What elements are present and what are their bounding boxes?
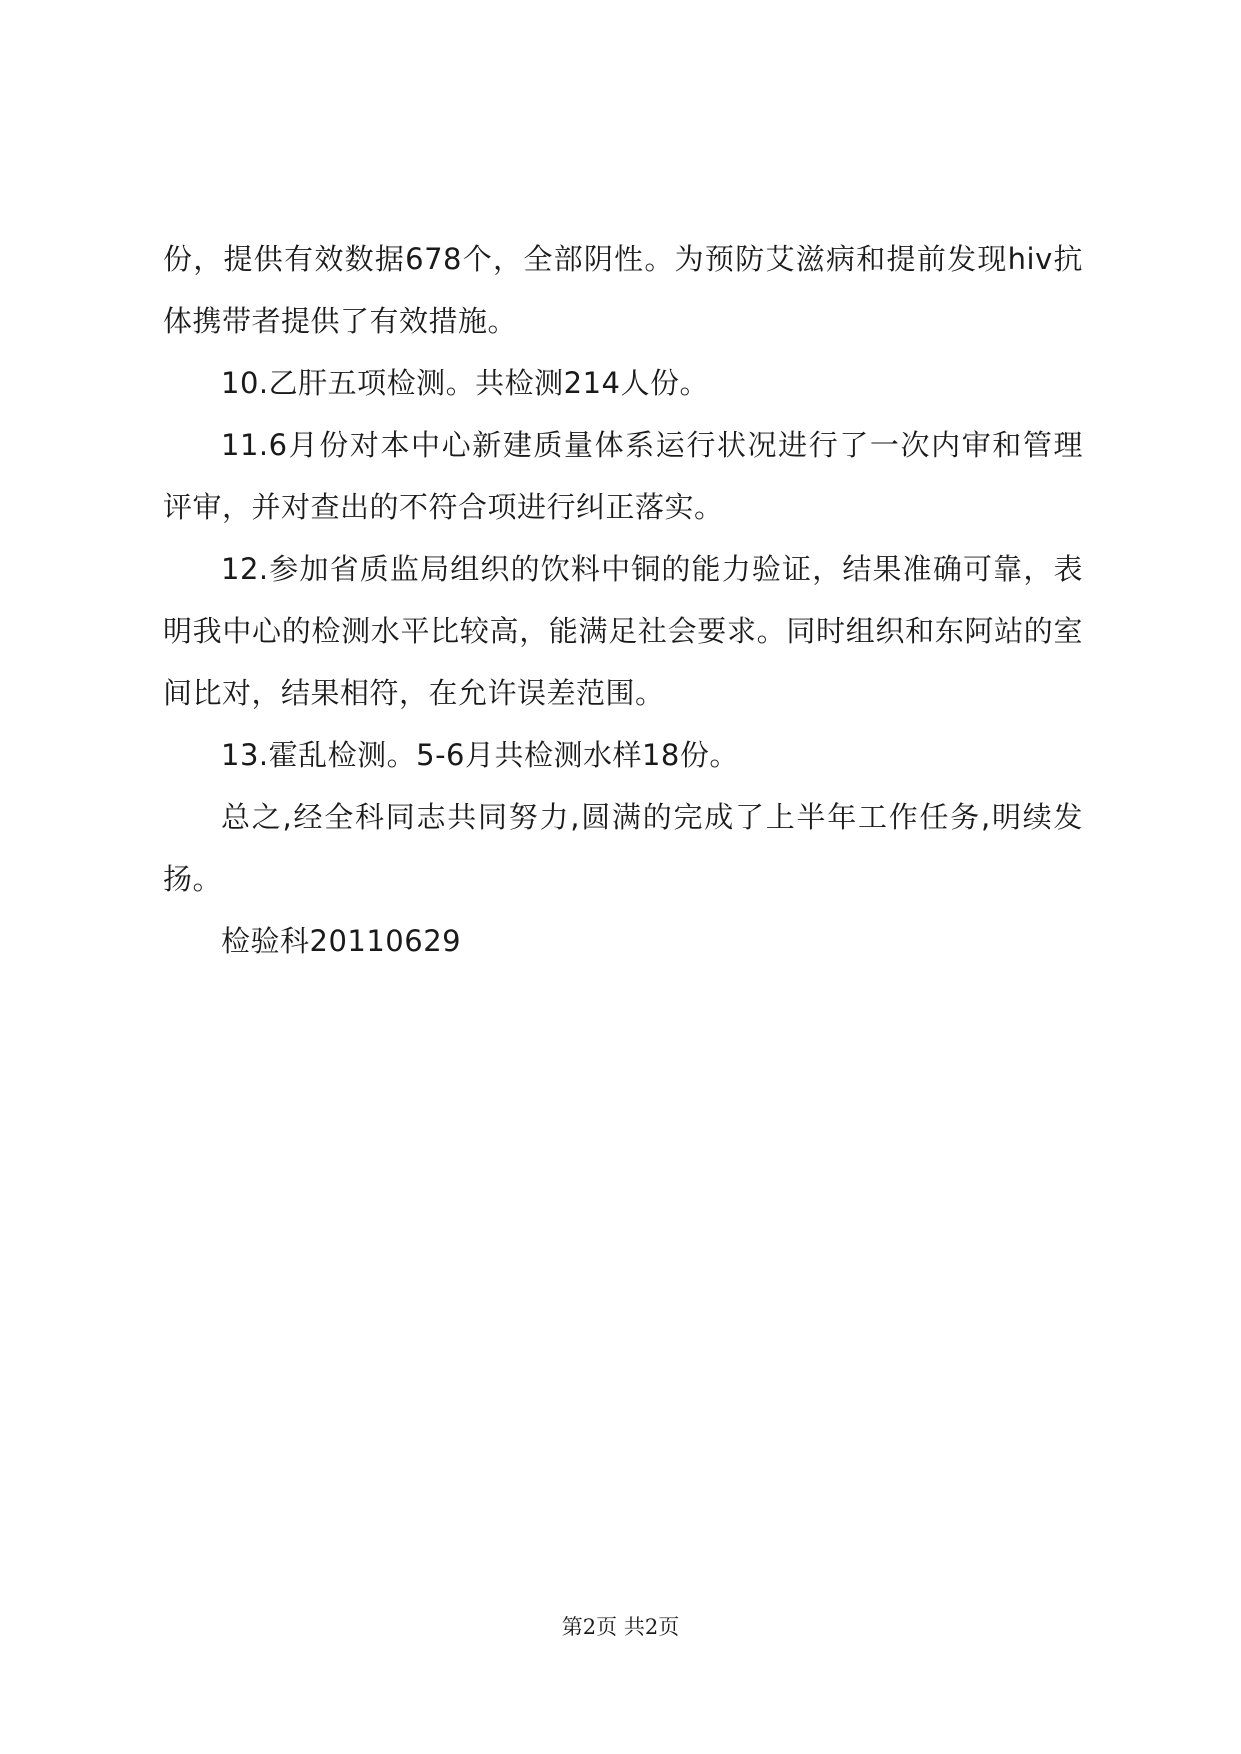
- paragraph-item-12: 12.参加省质监局组织的饮料中铜的能力验证，结果准确可靠，表明我中心的检测水平比较高，能满足社会要求。同时组织和东阿站的室间比对，结果相符，在允许误差范围。: [163, 552, 1083, 710]
- paragraph-continuation: 份，提供有效数据678个，全部阴性。为预防艾滋病和提前发现hiv抗体携带者提供了有效措施。: [163, 242, 1083, 338]
- page-footer: [0, 1612, 1241, 1642]
- paragraph-item-10: 10.乙肝五项检测。共检测214人份。: [221, 366, 709, 400]
- document-body: [163, 228, 1083, 972]
- paragraph-item-11: 11.6月份对本中心新建质量体系运行状况进行了一次内审和管理评审，并对查出的不符合项进行纠正落实。: [163, 428, 1083, 524]
- signature-line: 检验科20110629: [221, 924, 462, 958]
- page-number-label: 第2页 共2页: [561, 1615, 680, 1639]
- paragraph-summary: 总之,经全科同志共同努力,圆满的完成了上半年工作任务,明续发扬。: [163, 800, 1083, 896]
- paragraph-item-13: 13.霍乱检测。5-6月共检测水样18份。: [221, 738, 739, 772]
